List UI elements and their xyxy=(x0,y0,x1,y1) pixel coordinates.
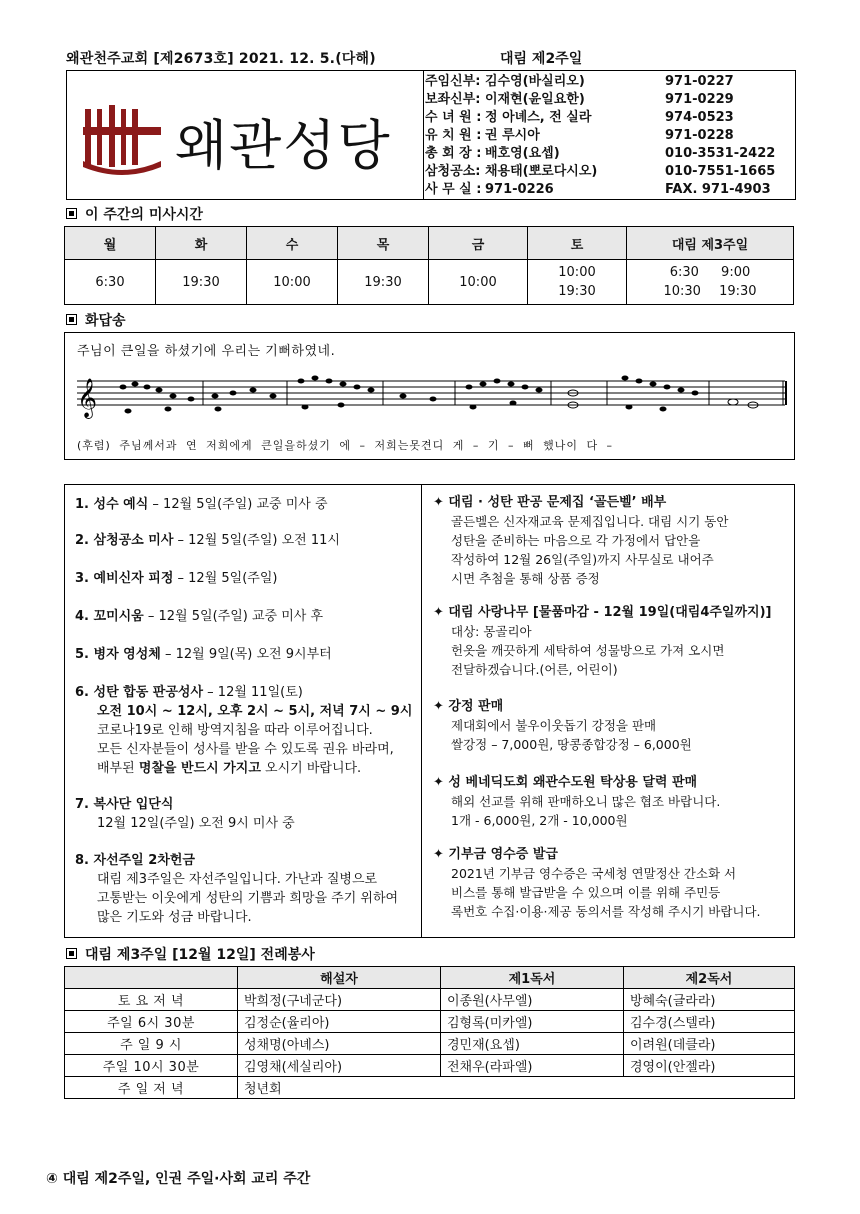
right-notice-line: 대상: 몽골리아 xyxy=(451,624,532,639)
contact-role: 수 녀 원 : xyxy=(425,110,482,125)
right-notice-title: ✦ 대림 사랑나무 [물품마감 - 12월 19일(대림4주일까지)] xyxy=(433,605,772,620)
contact-row xyxy=(425,73,795,91)
table-cell: 주일 6시 30분 xyxy=(65,1011,238,1033)
right-notice-line: 골든벨은 신자재교육 문제집입니다. 대림 시기 동안 xyxy=(451,514,729,529)
table-cell: 김형록(미카엘) xyxy=(441,1011,624,1033)
notice-8: 8. 자선주일 2차헌금 대림 제3주일은 자선주일입니다. 가난과 질병으로 고통받는 이웃에게 성탄의 기쁨과 희망을 주기 위하여 많은 기도와 성금 바랍니다. xyxy=(75,853,399,925)
contact-name: 권 루시아 xyxy=(485,128,540,143)
psalm-lyrics: (후렴) 주님께서과 연 저희에게 큰일을하셨기 에 – 저희는못견디 게 – 기 – 뻐 했나이 다 – xyxy=(77,439,614,452)
liturgy-header: 제2독서 xyxy=(624,967,795,989)
notice-3: 3. 예비신자 피정 – 12월 5일(주일) xyxy=(75,571,278,586)
contact-phone: 971-0229 xyxy=(665,92,734,107)
mass-section-title xyxy=(66,204,203,224)
right-notice-title: ✦ 대림 · 성탄 판공 문제집 ‘골든벨’ 배부 xyxy=(433,495,667,510)
parish-info-box xyxy=(66,70,796,200)
table-cell: 방혜숙(글라라) xyxy=(624,989,795,1011)
mass-title-label: 이 주간의 미사시간 xyxy=(85,207,203,223)
notice-4: 4. 꼬미시움 – 12월 5일(주일) 교중 미사 후 xyxy=(75,609,324,624)
liturgy-header xyxy=(65,967,238,989)
contact-phone: 971-0228 xyxy=(665,128,734,143)
mass-schedule-table xyxy=(64,226,794,305)
church-logo-icon xyxy=(77,101,167,181)
square-bullet-icon xyxy=(66,314,77,325)
mass-time-fri: 10:00 xyxy=(429,260,528,305)
col-sat: 토 xyxy=(528,227,627,260)
mass-time-mon: 6:30 xyxy=(65,260,156,305)
contact-role: 보좌신부: xyxy=(425,92,481,107)
right-notice-4 xyxy=(433,773,788,830)
contact-phone: FAX. 971-4903 xyxy=(665,182,771,197)
contact-role: 유 치 원 : xyxy=(425,128,482,143)
table-cell: 김정순(율리아) xyxy=(238,1011,441,1033)
logo-area xyxy=(67,71,424,199)
psalm-section-title xyxy=(66,310,126,330)
square-bullet-icon xyxy=(66,948,77,959)
right-notice-line: 전달하겠습니다.(어른, 어린이) xyxy=(451,662,618,677)
mass-time-row xyxy=(65,260,794,305)
table-row xyxy=(65,989,795,1011)
contact-role: 총 회 장 : xyxy=(425,146,482,161)
table-cell: 경영이(안젤라) xyxy=(624,1055,795,1077)
col-thu: 목 xyxy=(338,227,429,260)
table-cell: 김영채(세실리아) xyxy=(238,1055,441,1077)
contact-phone: 010-3531-2422 xyxy=(665,146,776,161)
contact-name: 채용태(뽀로다시오) xyxy=(485,164,598,179)
mass-time-thu: 19:30 xyxy=(338,260,429,305)
col-mon: 월 xyxy=(65,227,156,260)
bulletin-header: 왜관천주교회 [제2673호] 2021. 12. 5.(다해) xyxy=(66,51,376,67)
table-cell: 김수경(스텔라) xyxy=(624,1011,795,1033)
mass-time-wed: 10:00 xyxy=(247,260,338,305)
table-cell: 주 일 저 녁 xyxy=(65,1077,238,1099)
liturgy-title-label: 대림 제3주일 [12월 12일] 전례봉사 xyxy=(85,947,315,963)
contact-name: 이재현(윤일요한) xyxy=(485,92,585,107)
contact-row xyxy=(425,91,795,109)
table-row xyxy=(65,1011,795,1033)
column-divider xyxy=(421,485,422,937)
right-notice-line: 쌀강정 – 7,000원, 땅콩종합강정 – 6,000원 xyxy=(451,737,692,752)
table-cell: 성채명(아녜스) xyxy=(238,1033,441,1055)
table-cell: 토 요 저 녁 xyxy=(65,989,238,1011)
notice-7: 7. 복사단 입단식 12월 12일(주일) 오전 9시 미사 중 xyxy=(75,797,295,831)
right-notice-line: 시면 추첨을 통해 상품 증정 xyxy=(451,571,600,586)
mass-time-sun xyxy=(627,260,794,305)
table-cell: 주 일 9 시 xyxy=(65,1033,238,1055)
table-row xyxy=(65,1033,795,1055)
right-notice-line: 작성하여 12월 26일(주일)까지 사무실로 내어주 xyxy=(451,552,714,567)
contact-list xyxy=(425,73,795,199)
table-cell: 전채우(라파엘) xyxy=(441,1055,624,1077)
svg-text:𝄞: 𝄞 xyxy=(77,378,98,418)
right-notice-3 xyxy=(433,697,788,754)
right-notice-line: 헌옷을 깨끗하게 세탁하여 성물방으로 가져 오시면 xyxy=(451,643,725,658)
contact-role: 삼청공소: xyxy=(425,164,481,179)
col-fri: 금 xyxy=(429,227,528,260)
right-notice-line: 제대회에서 불우이웃돕기 강정을 판매 xyxy=(451,718,657,733)
right-notice-title: ✦ 강정 판매 xyxy=(433,699,504,714)
liturgy-header-row xyxy=(65,967,795,989)
table-row xyxy=(65,1055,795,1077)
liturgy-section-title xyxy=(66,944,315,964)
mass-time-sat xyxy=(528,260,627,305)
right-notice-line: 비스를 통해 발급받을 수 있으며 이를 위해 주민등 xyxy=(451,885,721,900)
music-staff-icon xyxy=(73,369,789,433)
right-notice-2 xyxy=(433,603,788,679)
right-notice-line: 록번호 수집·이용·제공 동의서를 작성해 주시기 바랍니다. xyxy=(451,904,761,919)
table-cell: 이려원(데클라) xyxy=(624,1033,795,1055)
liturgy-header: 제1독서 xyxy=(441,967,624,989)
contact-role: 사 무 실 : xyxy=(425,182,482,197)
col-wed: 수 xyxy=(247,227,338,260)
col-sun: 대림 제3주일 xyxy=(627,227,794,260)
table-cell: 경민재(요셉) xyxy=(441,1033,624,1055)
psalm-response-text: 주님이 큰일을 하셨기에 우리는 기뻐하였네. xyxy=(77,344,336,359)
notice-6: 6. 성탄 합동 판공성사 – 12월 11일(토) 오전 10시 ~ 12시, 오후 2시 ~ 5시, 저녁 7시 ~ 9시 코로나19로 인해 방역지침을 따라 이루어집니다. 모든 신자분들이 성사를 받을 수 있도록 권유 바라며, 배부된 명찰을 반드시 가지고 오시기 바랍니다. xyxy=(75,685,413,776)
parish-name: 왜관성당 xyxy=(175,114,392,177)
right-notice-title: ✦ 성 베네딕도회 왜관수도원 탁상용 달력 판매 xyxy=(433,775,698,790)
contact-row xyxy=(425,163,795,181)
table-cell: 청년회 xyxy=(238,1077,795,1099)
liturgy-header: 해설자 xyxy=(238,967,441,989)
mass-time-tue: 19:30 xyxy=(156,260,247,305)
square-bullet-icon xyxy=(66,208,77,219)
right-notice-line: 해외 선교를 위해 판매하오니 많은 협조 바랍니다. xyxy=(451,794,721,809)
contact-phone: 010-7551-1665 xyxy=(665,164,776,179)
contact-row xyxy=(425,109,795,127)
contact-phone: 971-0227 xyxy=(665,74,734,89)
contact-row xyxy=(425,181,795,199)
sun-time-2: 10:30 19:30 xyxy=(663,284,757,299)
mass-header-row xyxy=(65,227,794,260)
notices-box xyxy=(64,484,795,938)
liturgy-table xyxy=(64,966,795,1099)
notice-5: 5. 병자 영성체 – 12월 9일(목) 오전 9시부터 xyxy=(75,647,332,662)
right-notice-line: 2021년 기부금 영수증은 국세청 연말정산 간소화 서 xyxy=(451,866,737,881)
contact-row xyxy=(425,145,795,163)
table-cell: 이종원(사무엘) xyxy=(441,989,624,1011)
contact-name: 971-0226 xyxy=(485,182,554,197)
liturgical-week: 대림 제2주일 xyxy=(500,51,583,67)
right-notice-line: 성탄을 준비하는 마음으로 각 가정에서 답안을 xyxy=(451,533,701,548)
table-cell: 박희정(구네군다) xyxy=(238,989,441,1011)
contact-row xyxy=(425,127,795,145)
psalm-title-label: 화답송 xyxy=(85,313,126,329)
notice-1: 1. 성수 예식 – 12월 5일(주일) 교중 미사 중 xyxy=(75,497,328,512)
contact-name: 배호영(요셉) xyxy=(485,146,560,161)
right-notice-title: ✦ 기부금 영수증 발급 xyxy=(433,847,558,862)
right-notice-1 xyxy=(433,493,788,588)
table-row xyxy=(65,1077,795,1099)
contact-name: 김수영(바실리오) xyxy=(485,74,585,89)
right-notice-5 xyxy=(433,845,788,921)
sat-time-2: 19:30 xyxy=(558,284,596,299)
notice-2: 2. 삼청공소 미사 – 12월 5일(주일) 오전 11시 xyxy=(75,533,340,548)
table-cell: 주일 10시 30분 xyxy=(65,1055,238,1077)
col-tue: 화 xyxy=(156,227,247,260)
psalm-box xyxy=(64,332,795,460)
sun-time-1: 6:30 9:00 xyxy=(669,265,751,280)
contact-phone: 974-0523 xyxy=(665,110,734,125)
contact-role: 주임신부: xyxy=(425,74,481,89)
contact-name: 정 아녜스, 전 실라 xyxy=(485,110,592,125)
right-notice-line: 1개 - 6,000원, 2개 - 10,000원 xyxy=(451,813,628,828)
page-footer: ④ 대림 제2주일, 인권 주일·사회 교리 주간 xyxy=(46,1171,311,1187)
sat-time-1: 10:00 xyxy=(558,265,596,280)
